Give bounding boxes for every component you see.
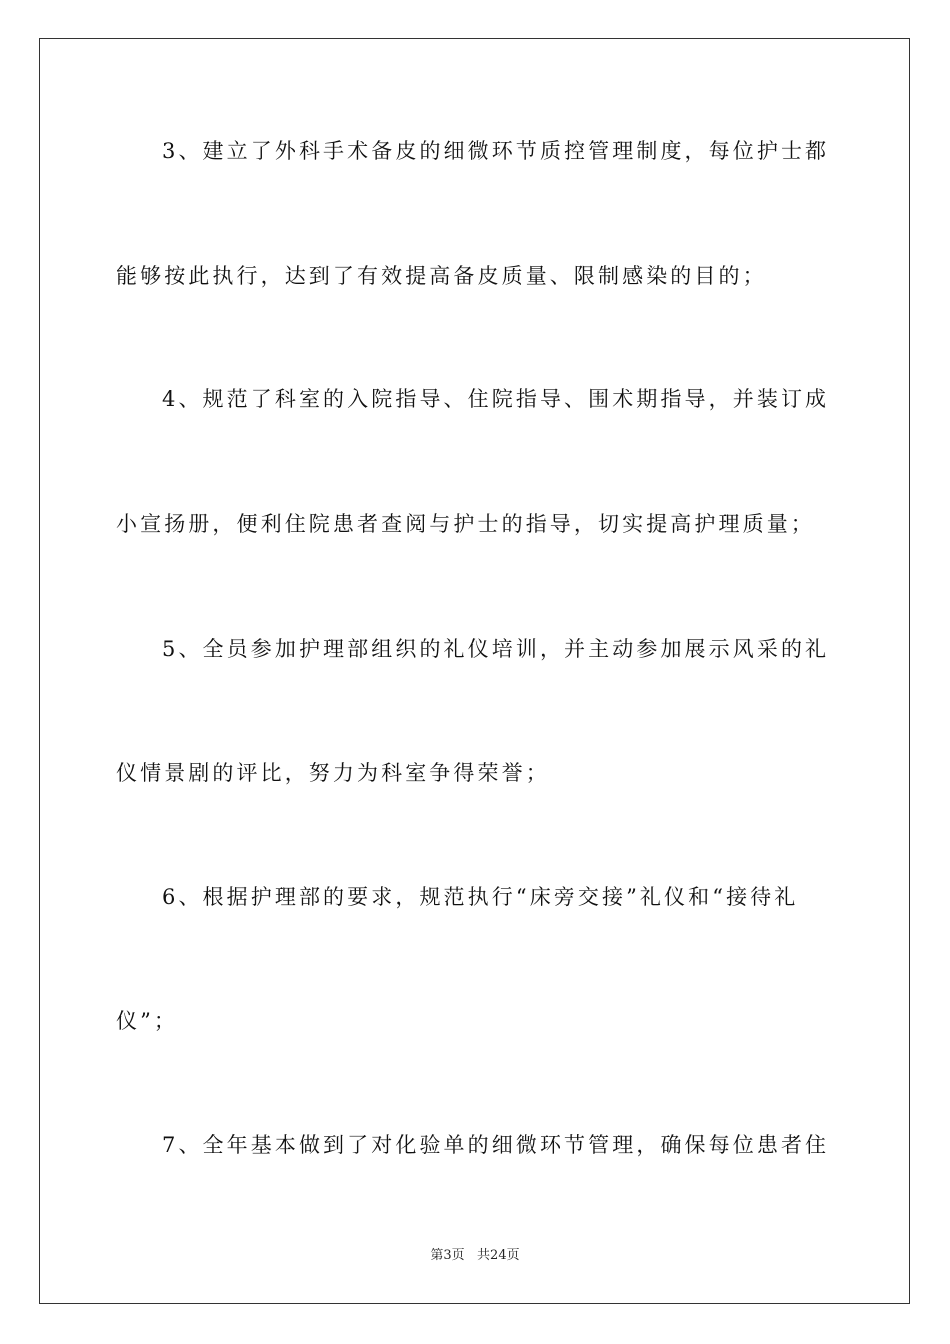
paragraph-6-line-2: 仪”；: [116, 1009, 179, 1033]
paragraph-6-line-1: 6、根据护理部的要求，规范执行“床旁交接”礼仪和“接待礼: [162, 885, 799, 909]
page-number-footer: 第3页 共24页: [430, 1248, 520, 1263]
paragraph-4-line-2: 小宣扬册，便利住院患者查阅与护士的指导，切实提高护理质量；: [116, 512, 815, 536]
paragraph-3-line-1: 3、建立了外科手术备皮的细微环节质控管理制度，每位护士都: [162, 139, 830, 163]
paragraph-4-line-1: 4、规范了科室的入院指导、住院指导、围术期指导，并装订成: [162, 387, 830, 411]
page-border: [39, 38, 910, 1304]
paragraph-3-line-2: 能够按此执行，达到了有效提高备皮质量、限制感染的目的；: [116, 264, 767, 288]
paragraph-5-line-2: 仪情景剧的评比，努力为科室争得荣誉；: [116, 761, 550, 785]
paragraph-7-line-1: 7、全年基本做到了对化验单的细微环节管理，确保每位患者住: [162, 1133, 830, 1157]
paragraph-5-line-1: 5、全员参加护理部组织的礼仪培训，并主动参加展示风采的礼: [162, 637, 830, 661]
